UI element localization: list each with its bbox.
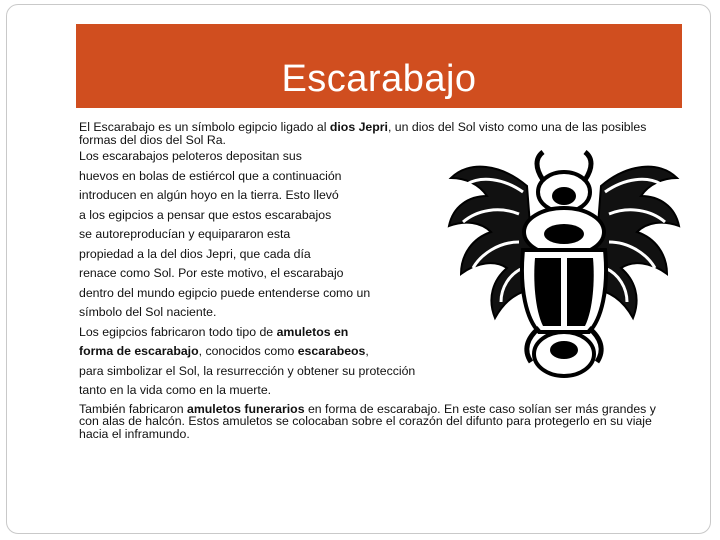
- beetle-line: símbolo del Sol naciente.: [79, 305, 217, 319]
- amulet-bold-1: amuletos en: [276, 324, 349, 339]
- slide-title: Escarabajo: [281, 58, 477, 100]
- beetle-line: Los escarabajos peloteros depositan sus: [79, 149, 302, 163]
- amulet-bold-2: forma de escarabajo: [79, 344, 199, 358]
- amulet-bold-escarabeos: escarabeos: [297, 344, 366, 358]
- intro-paragraph: [79, 121, 679, 146]
- title-banner: [76, 24, 682, 108]
- intro-bold-dios-jepri: dios Jepri: [329, 120, 388, 134]
- funerary-text-1: También fabricaron: [79, 401, 187, 416]
- funerary-paragraph: [79, 403, 679, 441]
- slide-body: [79, 121, 679, 440]
- intro-text-2: , un dios del Sol visto como una de las posibles formas del dios del Sol Ra.: [79, 120, 647, 147]
- amulet-text-3: ,: [365, 344, 369, 358]
- beetle-line: introducen en algún hoyo en la tierra. Esto llevó: [79, 188, 339, 202]
- beetle-line: propiedad a la del dios Jepri, que cada día: [79, 246, 311, 261]
- amulet-text-2: , conocidos como: [198, 344, 298, 358]
- funerary-text-2: en forma de escarabajo. En este caso solían ser más grandes y con alas de halcón. Estos amuletos se colocaban sobre el corazón del difunto para protegerlo en su viaje hacia el inframundo.: [79, 401, 656, 441]
- beetle-line: a los egipcios a pensar que estos escarabajos: [79, 207, 332, 222]
- intro-text-1: El Escarabajo es un símbolo egipcio ligado al: [79, 120, 330, 134]
- beetle-line: huevos en bolas de estiércol que a continuación: [79, 168, 342, 183]
- funerary-bold: amuletos funerarios: [187, 401, 305, 416]
- beetle-line: se autoreproducían y equipararon esta: [79, 227, 291, 241]
- amulet-line-4: tanto en la vida como en la muerte.: [79, 383, 272, 397]
- beetle-line: dentro del mundo egipcio puede entenderse como un: [79, 285, 371, 300]
- beetle-paragraph: [79, 147, 679, 323]
- amulet-text-1: Los egipcios fabricaron todo tipo de: [79, 324, 277, 339]
- amulet-line-3: para simbolizar el Sol, la resurrección y obtener su protección: [79, 363, 416, 378]
- beetle-line: renace como Sol. Por este motivo, el escarabajo: [79, 266, 344, 280]
- amulet-paragraph: [79, 323, 679, 401]
